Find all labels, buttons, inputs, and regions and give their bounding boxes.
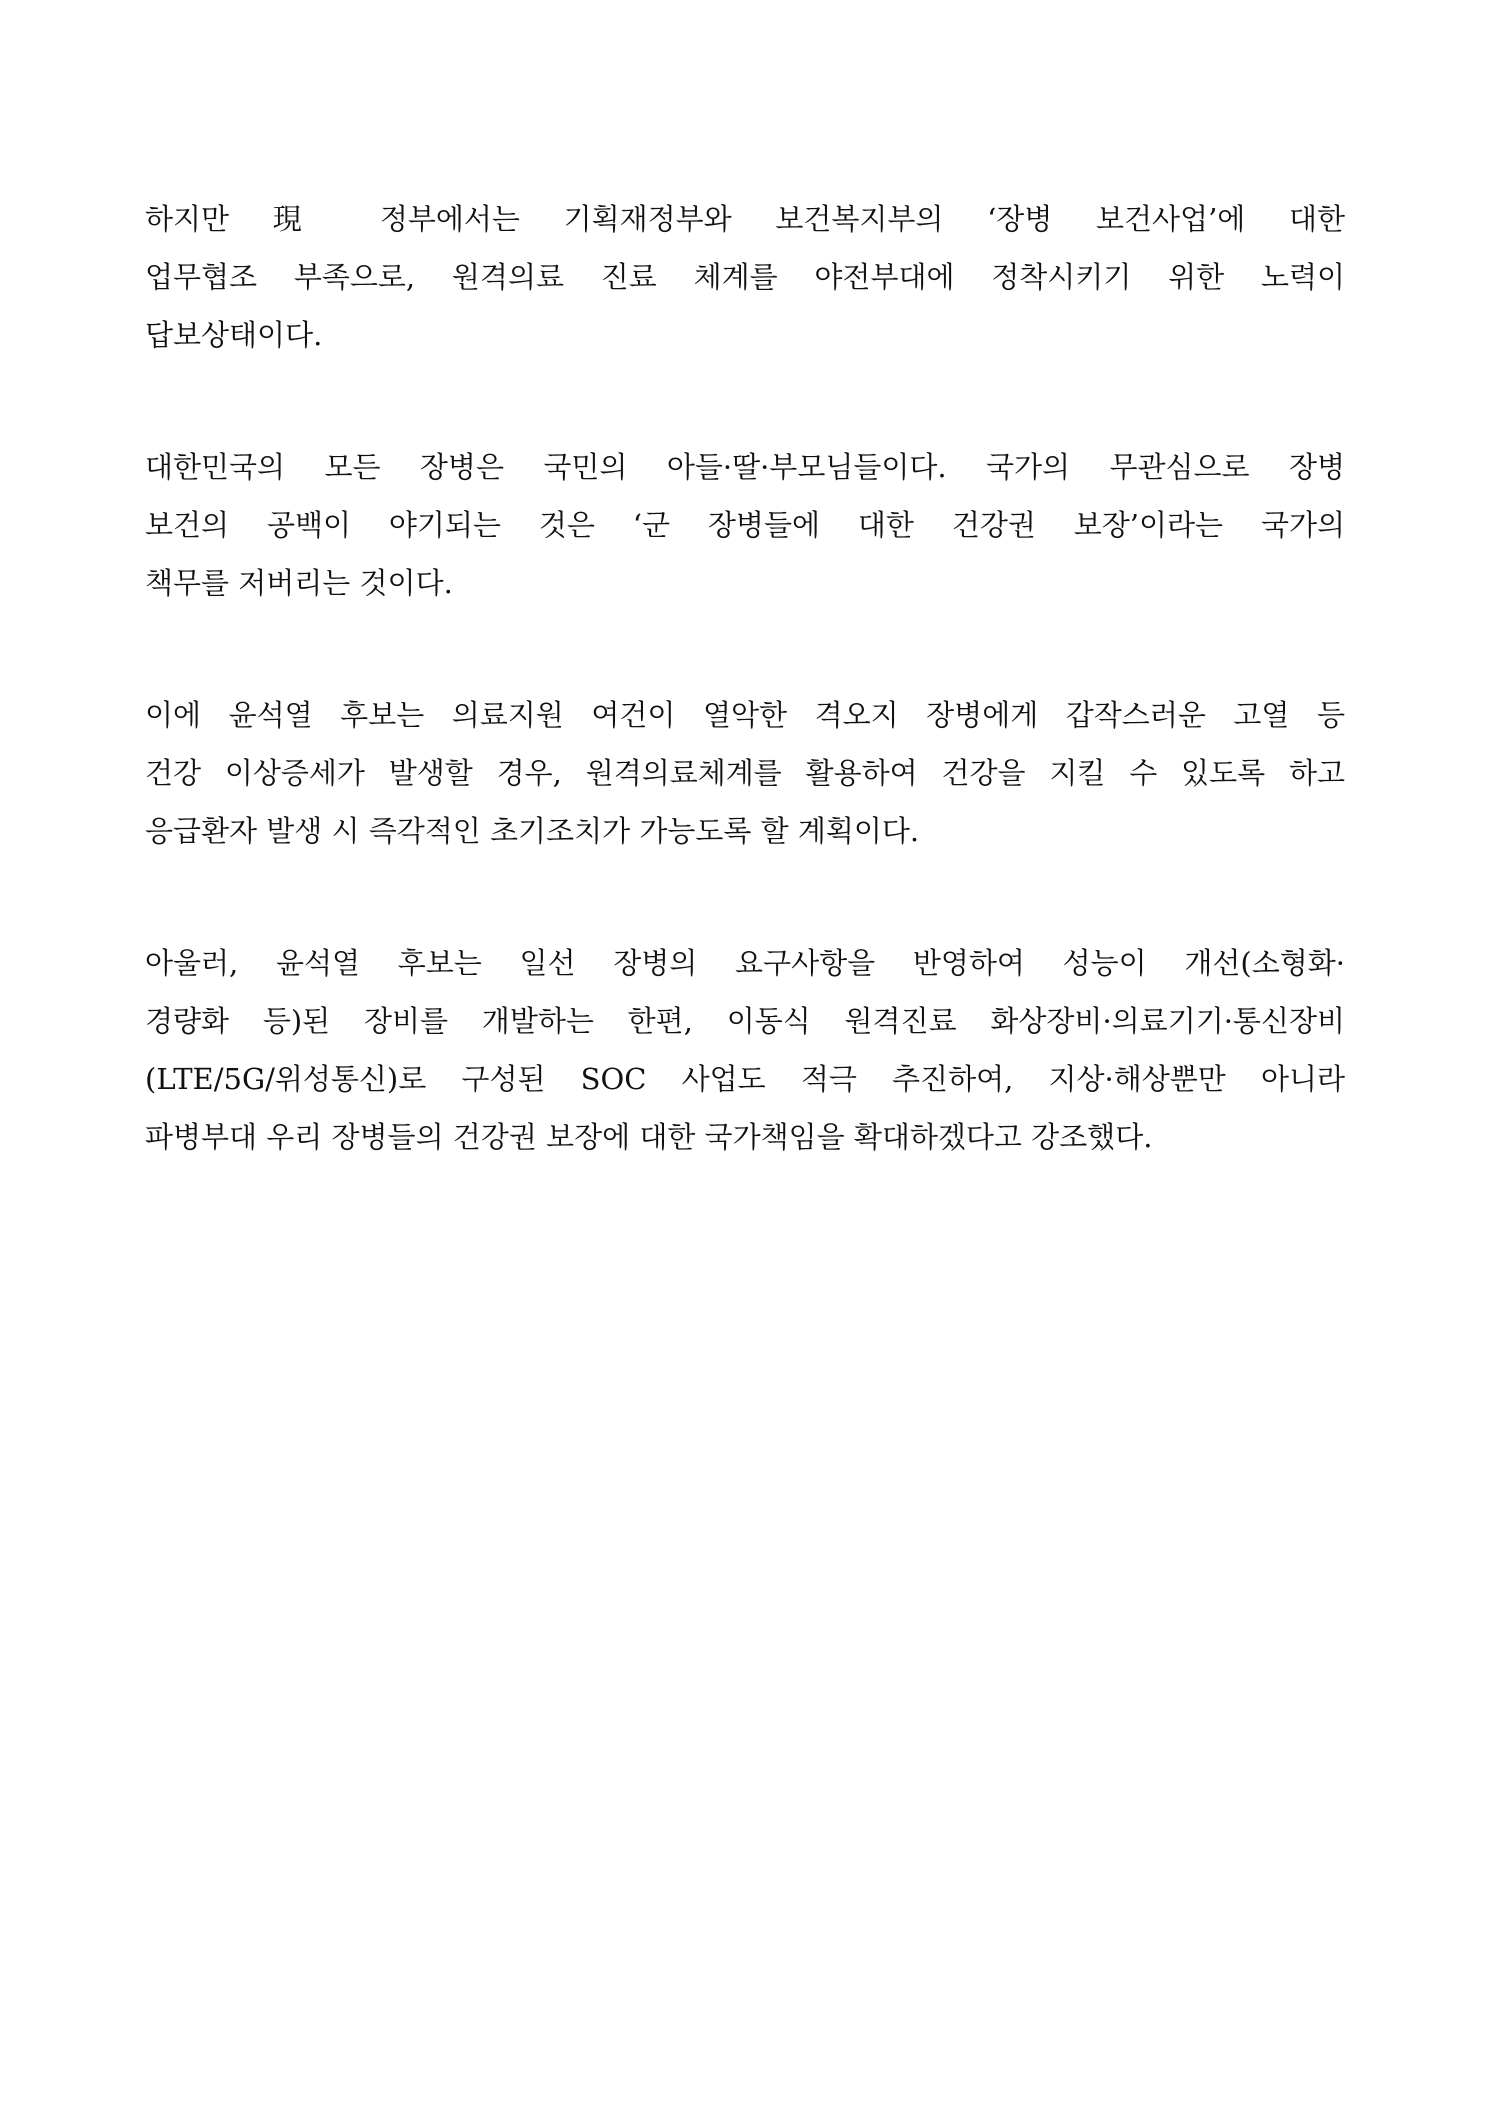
- paragraph-line: 대한민국의 모든 장병은 국민의 아들·딸·부모님들이다. 국가의 무관심으로 장병: [145, 450, 1345, 484]
- paragraph-2: [145, 438, 1345, 612]
- paragraph-line: 이에 윤석열 후보는 의료지원 여건이 열악한 격오지 장병에게 갑작스러운 고열 등: [145, 698, 1345, 732]
- paragraph-line: (LTE/5G/위성통신)로 구성된 SOC 사업도 적극 추진하여, 지상·해상뿐만 아니라: [145, 1062, 1345, 1096]
- paragraph-line: 응급환자 발생 시 즉각적인 초기조치가 가능도록 할 계획이다.: [145, 814, 920, 848]
- paragraph-line: 건강 이상증세가 발생할 경우, 원격의료체계를 활용하여 건강을 지킬 수 있도록 하고: [145, 756, 1345, 790]
- paragraph-line: 책무를 저버리는 것이다.: [145, 566, 453, 600]
- paragraph-4: [145, 934, 1345, 1166]
- paragraph-line: 아울러, 윤석열 후보는 일선 장병의 요구사항을 반영하여 성능이 개선(소형화·: [145, 946, 1345, 980]
- paragraph-line: 하지만 現 정부에서는 기획재정부와 보건복지부의 ‘장병 보건사업’에 대한: [145, 202, 1345, 236]
- document-body: [145, 190, 1345, 1240]
- paragraph-line: 경량화 등)된 장비를 개발하는 한편, 이동식 원격진료 화상장비·의료기기·통신장비: [145, 1004, 1345, 1038]
- paragraph-line: 답보상태이다.: [145, 318, 323, 352]
- paragraph-3: [145, 686, 1345, 860]
- paragraph-line: 파병부대 우리 장병들의 건강권 보장에 대한 국가책임을 확대하겠다고 강조했다.: [145, 1120, 1153, 1154]
- paragraph-1: [145, 190, 1345, 364]
- paragraph-line: 업무협조 부족으로, 원격의료 진료 체계를 야전부대에 정착시키기 위한 노력이: [145, 260, 1345, 294]
- paragraph-line: 보건의 공백이 야기되는 것은 ‘군 장병들에 대한 건강권 보장’이라는 국가의: [145, 508, 1345, 542]
